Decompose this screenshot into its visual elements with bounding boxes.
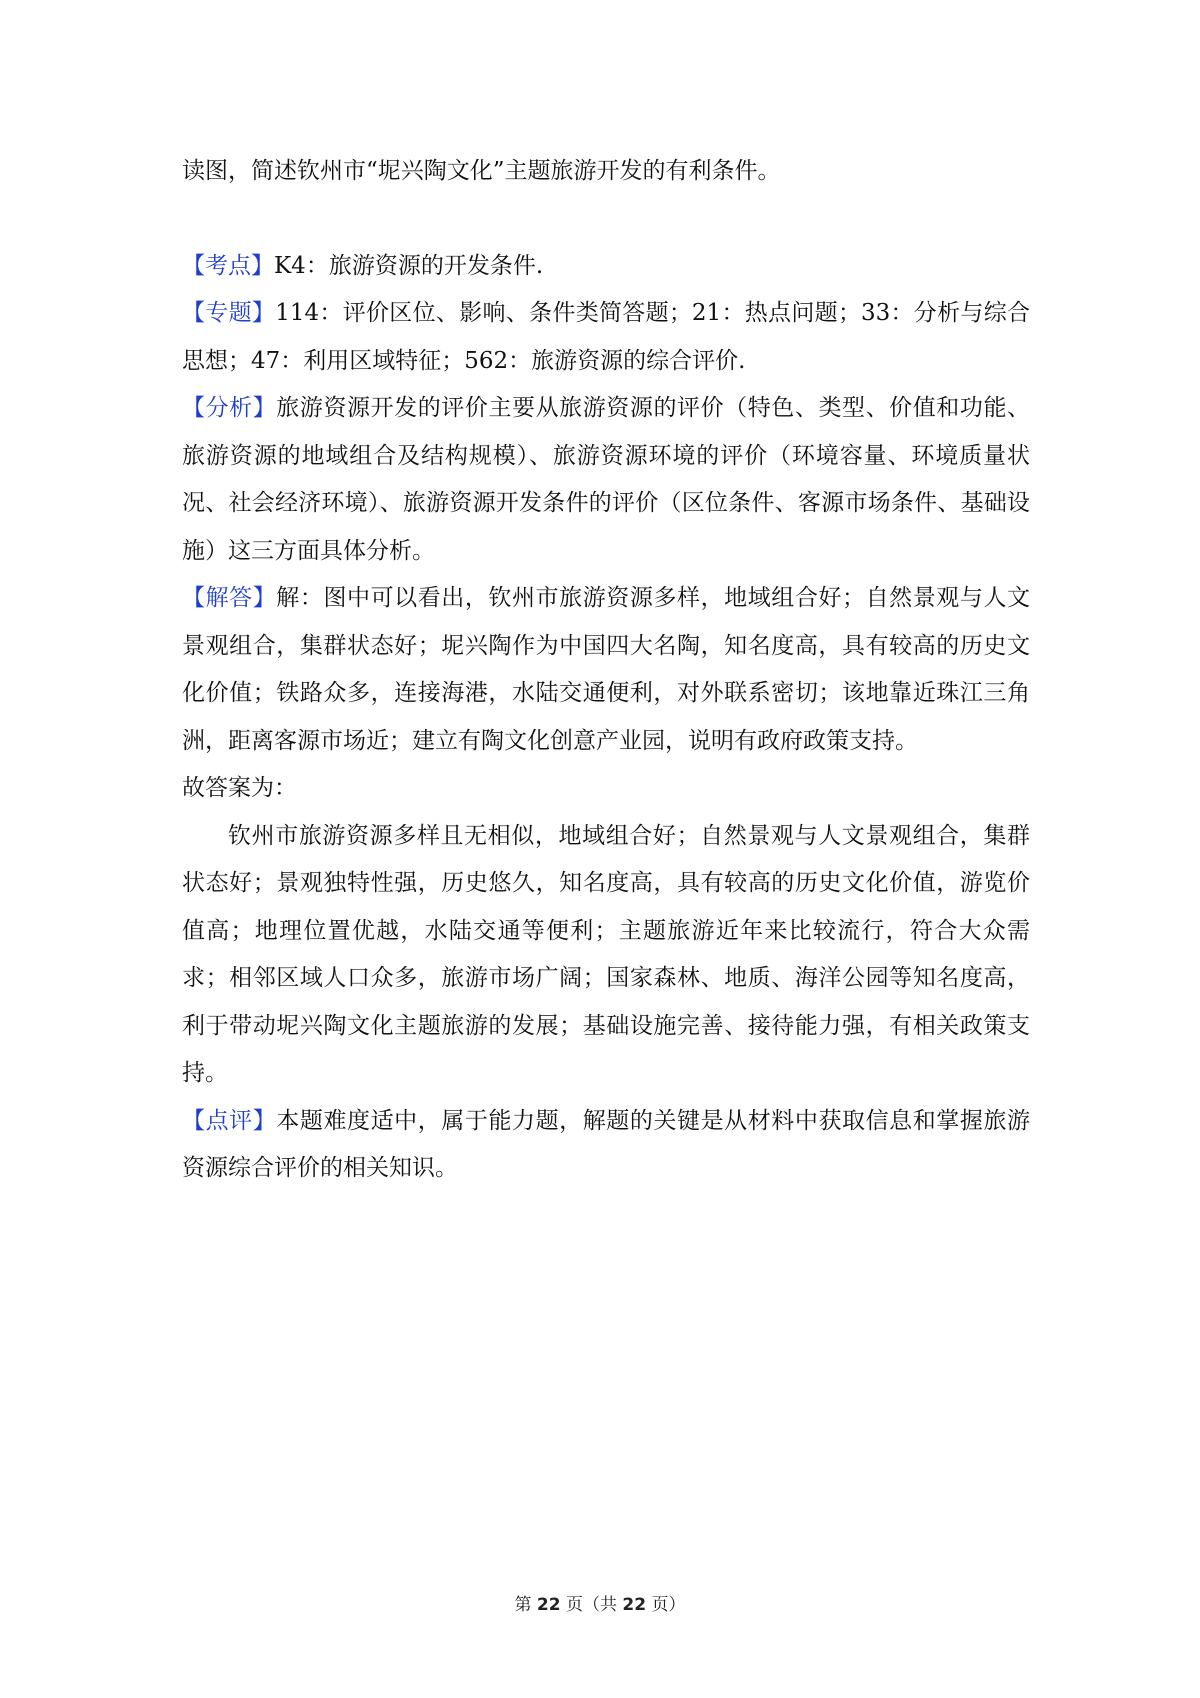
kaodian-label: 【考点】 [182,252,274,279]
zhuanti-label: 【专题】 [182,300,276,326]
jieda-text: 解：图中可以看出，钦州市旅游资源多样，地域组合好；自然景观与人文景观组合，集群状态好；坭兴陶作为中国四大名陶，知名度高，具有较高的历史文化价值；铁路众多，连接海港，水陆交通便利，对外联系密切；该地靠近珠江三角洲，距离客源市场近；建立有陶文化创意产业园，说明有政府政策支持。 [182,585,1031,754]
question-text: 读图，简述钦州市“坭兴陶文化”主题旅游开发的有利条件。 [182,158,781,184]
footer-page-number: 22 [536,1595,561,1615]
jieda-label: 【解答】 [182,585,277,611]
page-footer [0,1590,1200,1615]
kaodian-text: K4：旅游资源的开发条件. [274,252,544,279]
kaodian-section [182,243,1030,291]
footer-middle: 页（共 [560,1595,623,1615]
answer-intro: 故答案为： [182,775,297,801]
fenxi-section [182,385,1030,575]
fenxi-text: 旅游资源开发的评价主要从旅游资源的评价（特色、类型、价值和功能、旅游资源的地域组合及结构规模）、旅游资源环境的评价（环境容量、环境质量状况、社会经济环境）、旅游资源开发条件的评价（区位条件、客源市场条件、基础设施）这三方面具体分析。 [182,395,1031,564]
page-content [182,148,1030,1193]
dianping-label: 【点评】 [182,1107,277,1134]
footer-prefix: 第 [514,1595,537,1615]
fenxi-label: 【分析】 [182,395,277,421]
footer-suffix: 页） [646,1595,686,1615]
zhuanti-section [182,290,1030,385]
jieda-section [182,575,1030,765]
zhuanti-text: 114：评价区位、影响、条件类简答题；21：热点问题；33：分析与综合思想；47：利用区域特征；562：旅游资源的综合评价. [182,300,1031,374]
dianping-text: 本题难度适中，属于能力题，解题的关键是从材料中获取信息和掌握旅游资源综合评价的相关知识。 [182,1107,1031,1181]
footer-total-pages: 22 [622,1595,647,1615]
dianping-section [182,1098,1030,1193]
answer-body: 钦州市旅游资源多样且无相似，地域组合好；自然景观与人文景观组合，集群状态好；景观独特性强，历史悠久，知名度高，具有较高的历史文化价值，游览价值高；地理位置优越，水陆交通等便利；主题旅游近年来比较流行，符合大众需求；相邻区域人口众多，旅游市场广阔；国家森林、地质、海洋公园等知名度高，利于带动坭兴陶文化主题旅游的发展；基础设施完善、接待能力强，有相关政策支持。 [182,822,1030,1086]
